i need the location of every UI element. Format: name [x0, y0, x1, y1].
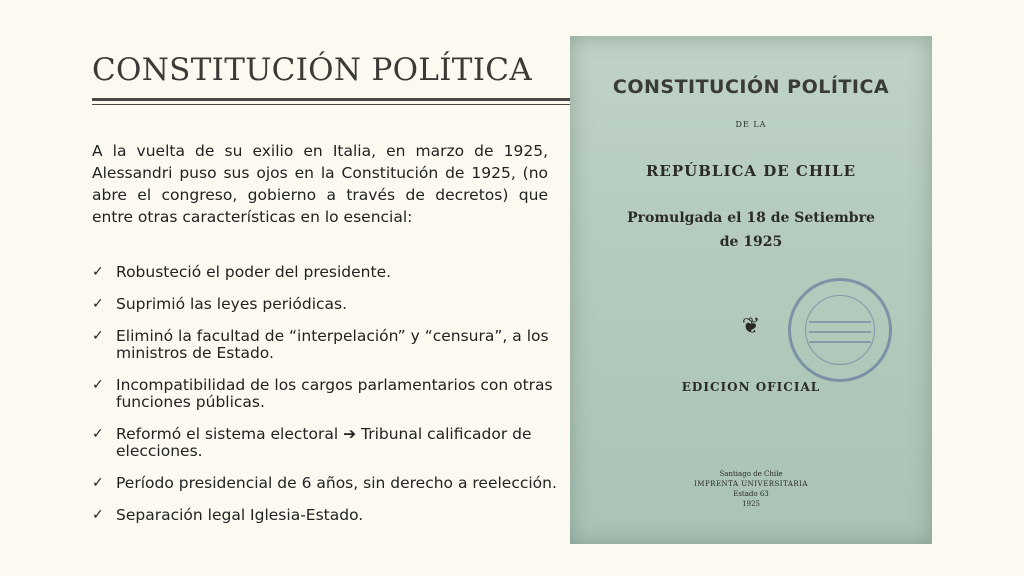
checkmark-icon: ✓: [92, 475, 104, 491]
stamp-line: [809, 331, 871, 333]
stamp-line: [809, 321, 871, 323]
bullet-text: Eliminó la facultad de “interpelación” y “censura”, a los ministros de Estado.: [116, 327, 549, 362]
list-item: [92, 475, 562, 492]
checkmark-icon: ✓: [92, 377, 104, 393]
cover-republic: REPÚBLICA DE CHILE: [645, 162, 857, 180]
constitution-cover-image: [570, 36, 932, 544]
bullet-text: Reformó el sistema electoral ➔ Tribunal calificador de elecciones.: [116, 425, 532, 460]
cover-title: CONSTITUCIÓN POLÍTICA: [612, 76, 890, 98]
bullet-text: Robusteció el poder del presidente.: [116, 263, 392, 281]
cover-imprint-address: Estado 63: [733, 490, 769, 498]
stamp-line: [809, 341, 871, 343]
cover-promulgation-line-1: Promulgada el 18 de Setiembre: [627, 210, 875, 226]
list-item: [92, 426, 562, 460]
list-item: [92, 377, 562, 411]
checkmark-icon: ✓: [92, 426, 104, 442]
list-item: [92, 264, 562, 281]
cover-imprint-year: 1925: [742, 500, 760, 508]
cover-edition: EDICION OFICIAL: [681, 380, 821, 394]
list-item: [92, 296, 562, 313]
checkmark-icon: ✓: [92, 264, 104, 280]
stamp-inner-ring: [805, 295, 875, 365]
bullet-text: Período presidencial de 6 años, sin derecho a reelección.: [116, 474, 557, 492]
bullet-list: [92, 264, 562, 539]
list-item: [92, 507, 562, 524]
bullet-text: Suprimió las leyes periódicas.: [116, 295, 348, 313]
bullet-text: Incompatibilidad de los cargos parlamentarios con otras funciones públicas.: [116, 376, 553, 411]
cover-imprint-press: IMPRENTA UNIVERSITARIA: [694, 480, 808, 488]
checkmark-icon: ✓: [92, 296, 104, 312]
checkmark-icon: ✓: [92, 328, 104, 344]
cover-imprint-city: Santiago de Chile: [719, 470, 783, 478]
cover-de-la: DE LA: [735, 120, 767, 129]
stamp-seal: [788, 278, 892, 382]
cover-promulgation-line-2: de 1925: [719, 234, 783, 250]
slide-title: CONSTITUCIÓN POLÍTICA: [92, 52, 533, 88]
intro-paragraph: A la vuelta de su exilio en Italia, en marzo de 1925, Alessandri puso sus ojos en la Constitución de 1925, (no abre el congreso, gobierno a través de decretos) que entre otras características en lo esencial:: [92, 142, 548, 226]
list-item: [92, 328, 562, 362]
bullet-text: Separación legal Iglesia-Estado.: [116, 506, 364, 524]
checkmark-icon: ✓: [92, 507, 104, 523]
fleuron-icon: ❦: [741, 314, 761, 339]
